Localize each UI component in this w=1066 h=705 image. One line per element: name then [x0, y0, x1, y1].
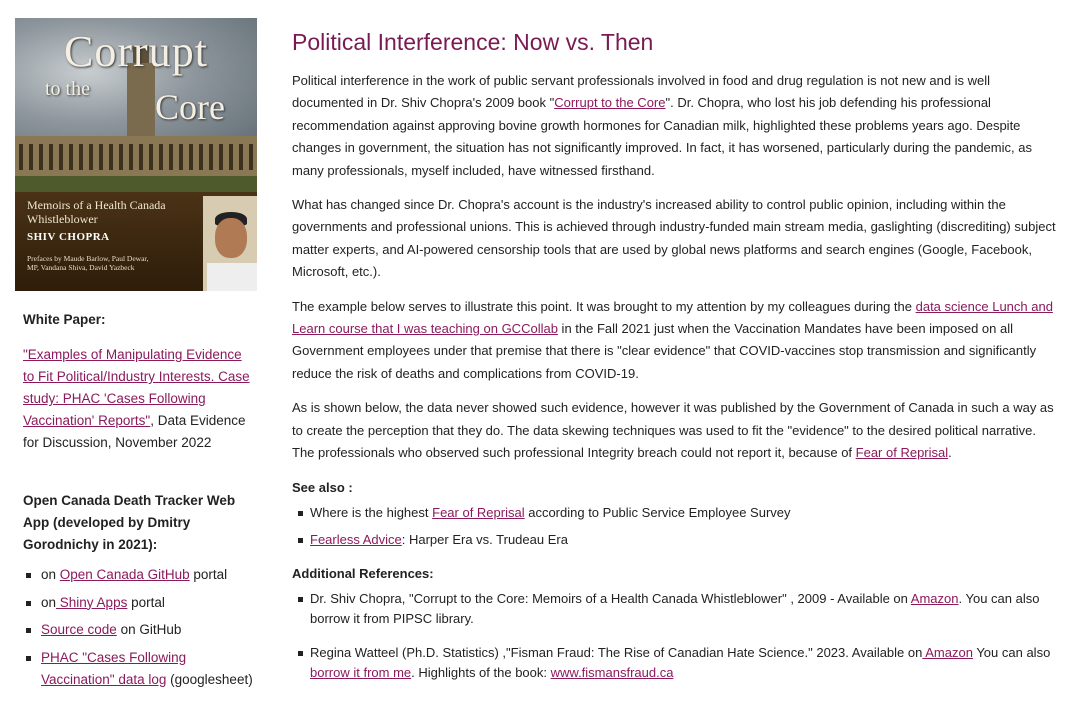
item-prefix: Where is the highest [310, 504, 433, 520]
amazon-link[interactable]: Amazon [922, 644, 973, 660]
list-item [23, 564, 257, 586]
paragraph-text: . [948, 445, 952, 461]
ref-text: . You can also borrow it from PIPSC library. [310, 590, 1040, 626]
list-item [292, 530, 1058, 551]
cover-title-line1: Corrupt [64, 27, 208, 76]
paragraph-text: Political interference in the work of public servant professionals involved in food and drug regulation is not new and is well documented in Dr. Shiv Chopra's 2009 book " [292, 73, 991, 111]
page-title: Political Interference: Now vs. Then [292, 29, 654, 55]
borrow-link[interactable]: borrow it from me [310, 665, 412, 680]
list-item [23, 619, 257, 641]
item-prefix: on [41, 594, 57, 610]
cover-subtitle: Memoirs of a Health Canada Whistleblower [27, 198, 166, 226]
shiny-apps-link[interactable]: Shiny Apps [56, 594, 128, 610]
list-item [292, 643, 1058, 684]
paragraph-industry: What has changed since Dr. Chopra's account is the industry's increased ability to control public opinion, including within the governments and professional unions. This is achieved through industry-funded main stream media, gaslighting (discrediting) subject matter experts, and AI-powered censorship tools that are used by global news platforms and search engines (Google, Facebook, Microsoft, etc.). [292, 197, 1056, 280]
sidebar [15, 18, 257, 696]
cover-author: SHIV CHOPRA [27, 231, 110, 243]
tracker-list [15, 564, 257, 691]
item-suffix: on GitHub [116, 622, 182, 637]
paragraph-evidence [292, 397, 1058, 464]
cover-lawn [15, 176, 257, 192]
lunch-and-learn-link[interactable]: data science Lunch and Learn course that I was teaching on GCCollab [292, 298, 1053, 337]
paragraph-text: in the Fall 2021 just when the Vaccination Mandates have been imposed on all Government employees under that premise that there is "clear evidence" that COVID-vaccines stop transmission and significantly reduce the risk of deaths and complications from COVID-19. [292, 321, 1037, 381]
fear-of-reprisal-survey-link[interactable]: Fear of Reprisal [432, 504, 525, 520]
item-suffix: : Harper Era vs. Trudeau Era [401, 532, 568, 547]
portrait-face [215, 218, 247, 258]
cover-prefaces: Prefaces by Maude Barlow, Paul Dewar, MP, Vandana Shiva, David Yazbeck [27, 254, 149, 272]
references-list [292, 589, 1058, 684]
white-paper-link[interactable]: "Examples of Manipulating Evidence to Fit Political/Industry Interests. Case study: PHAC 'Cases Following Vaccination' Reports" [23, 347, 250, 428]
ref-text: Dr. Shiv Chopra, "Corrupt to the Core: Memoirs of a Health Canada Whistleblower" , 2009 - Available on [310, 590, 911, 606]
cover-title-line2: to the [45, 78, 90, 100]
paragraph-text: ". Dr. Chopra, who lost his job defending his professional recommendation against approving bovine growth hormones for Canadian milk, highlighted these problems years ago. Despite changes in government, the situation has not significantly improved. In fact, it has worsened, particularly during the pandemic, as many professionals, myself included, have witnessed firsthand. [292, 95, 1032, 178]
ref-text: . Highlights of the book: [411, 665, 551, 680]
list-item [292, 589, 1058, 630]
item-suffix: according to Public Service Employee Survey [524, 504, 791, 520]
see-also-list [292, 503, 1058, 551]
phac-data-log-link[interactable]: PHAC "Cases Following Vaccination" data log [41, 649, 187, 687]
list-item [23, 647, 257, 691]
fear-of-reprisal-link[interactable]: Fear of Reprisal [855, 445, 949, 461]
list-item [23, 592, 257, 614]
see-also-label: See also : [292, 479, 353, 495]
book-cover-image[interactable] [15, 18, 257, 291]
list-item [292, 503, 1058, 524]
ref-text: Regina Watteel (Ph.D. Statistics) ,"Fisman Fraud: The Rise of Canadian Hate Science." 2023. Available on [310, 644, 923, 660]
fismansfraud-link[interactable]: www.fismansfraud.ca [550, 665, 674, 680]
open-canada-github-link[interactable]: Open Canada GitHub [59, 567, 190, 582]
portrait-shirt [207, 263, 257, 291]
item-prefix: on [41, 567, 60, 582]
white-paper-entry [23, 344, 253, 454]
references-label: Additional References: [292, 565, 434, 581]
paragraph-text: As is shown below, the data never showed such evidence, however it was published by the Government of Canada in such a way as to create the perception that they do. The data skewing techniques was used to fit the "evidence" to the desired political narrative. The professionals who observed such professional Integrity breach could not report it, because of [292, 400, 1054, 461]
item-suffix: portal [189, 567, 228, 582]
amazon-link[interactable]: Amazon [910, 590, 959, 606]
ref-text: You can also [972, 644, 1051, 660]
paragraph-text: The example below serves to illustrate this point. It was brought to my attention by my colleagues during the [292, 298, 916, 314]
item-suffix: (googlesheet) [166, 671, 253, 687]
source-code-link[interactable]: Source code [41, 622, 117, 637]
main-content [292, 26, 1058, 697]
cover-windows [19, 144, 253, 170]
white-paper-heading: White Paper: [23, 312, 106, 327]
corrupt-to-the-core-link[interactable]: Corrupt to the Core [554, 95, 666, 111]
paragraph-intro [292, 70, 1058, 182]
white-paper-suffix: , Data Evidence for Discussion, November 2022 [23, 413, 246, 450]
item-suffix: portal [127, 594, 165, 610]
paragraph-example [292, 296, 1058, 386]
tracker-heading: Open Canada Death Tracker Web App (developed by Dmitry Gorodnichy in 2021): [23, 493, 236, 552]
fearless-advice-link[interactable]: Fearless Advice [310, 532, 402, 547]
cover-title-line3: Core [155, 87, 225, 127]
